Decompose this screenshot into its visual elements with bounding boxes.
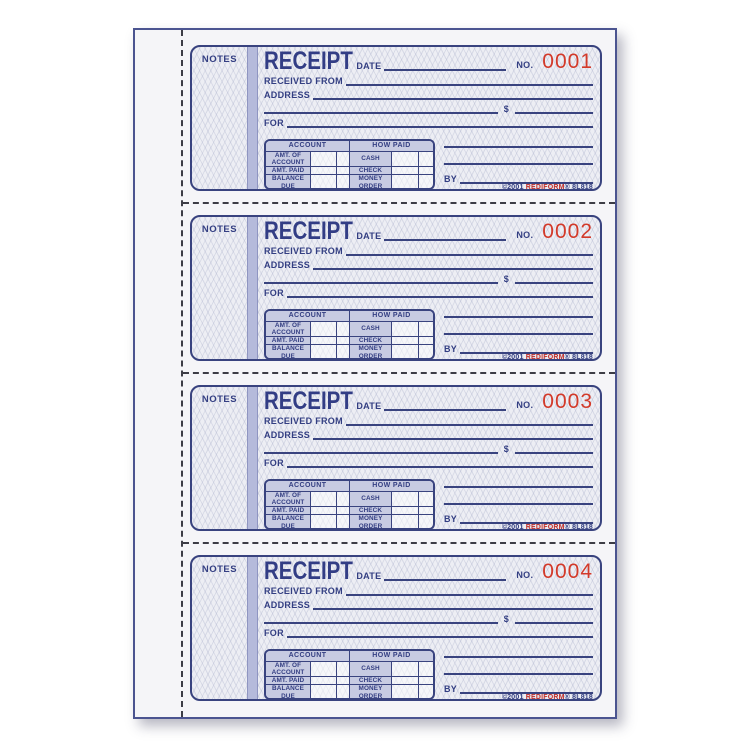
right-column bbox=[444, 309, 593, 361]
amt-of-account-label: AMT. OF ACCOUNT bbox=[266, 322, 311, 337]
imprint bbox=[444, 184, 593, 191]
amount-row bbox=[264, 610, 593, 624]
for-row bbox=[264, 454, 593, 468]
extra-line-2[interactable] bbox=[444, 503, 593, 505]
amt-paid-cents-cell[interactable] bbox=[337, 677, 350, 685]
date-label: DATE bbox=[356, 571, 382, 581]
amount-words-line[interactable] bbox=[264, 270, 498, 284]
money-order-label: MONEY ORDER bbox=[350, 175, 392, 189]
account-header: ACCOUNT bbox=[266, 311, 350, 322]
for-label: FOR bbox=[264, 627, 284, 638]
right-column bbox=[444, 649, 593, 701]
model-number: ® 8L818 bbox=[564, 523, 593, 531]
received-from-line[interactable] bbox=[346, 412, 593, 426]
title-row bbox=[264, 217, 593, 245]
amt-of-account-cents-cell[interactable] bbox=[337, 322, 350, 337]
received-from-line[interactable] bbox=[346, 72, 593, 86]
cash-cents-cell[interactable] bbox=[419, 662, 433, 677]
cash-cell[interactable] bbox=[392, 152, 419, 167]
balance-due-cents-cell[interactable] bbox=[337, 515, 350, 529]
check-label: CHECK bbox=[350, 167, 392, 175]
receipt-main bbox=[258, 47, 600, 189]
check-label: CHECK bbox=[350, 337, 392, 345]
extra-line-1[interactable] bbox=[444, 656, 593, 658]
by-row bbox=[444, 683, 593, 694]
balance-due-cell[interactable] bbox=[311, 685, 337, 699]
check-cell[interactable] bbox=[392, 167, 419, 175]
receipt-form bbox=[190, 385, 602, 531]
amt-paid-label: AMT. PAID bbox=[266, 507, 311, 515]
received-from-line[interactable] bbox=[346, 582, 593, 596]
binding-strip bbox=[247, 557, 258, 699]
date-group bbox=[356, 51, 506, 71]
balance-due-cell[interactable] bbox=[311, 175, 337, 189]
copyright-text: ©2001 bbox=[501, 183, 524, 191]
account-header: ACCOUNT bbox=[266, 141, 350, 152]
amount-figures-line[interactable] bbox=[515, 270, 593, 284]
address-label: ADDRESS bbox=[264, 259, 311, 270]
money-order-cell[interactable] bbox=[392, 685, 419, 699]
by-row bbox=[444, 343, 593, 354]
date-label: DATE bbox=[356, 61, 382, 71]
address-label: ADDRESS bbox=[264, 429, 311, 440]
amt-of-account-cents-cell[interactable] bbox=[337, 492, 350, 507]
cash-label: CASH bbox=[350, 492, 392, 507]
amt-of-account-cents-cell[interactable] bbox=[337, 152, 350, 167]
check-cell[interactable] bbox=[392, 507, 419, 515]
amt-paid-cents-cell[interactable] bbox=[337, 337, 350, 345]
amt-paid-cents-cell[interactable] bbox=[337, 507, 350, 515]
notes-label: NOTES bbox=[201, 394, 238, 405]
amt-paid-label: AMT. PAID bbox=[266, 337, 311, 345]
address-line[interactable] bbox=[313, 426, 593, 440]
amount-words-line[interactable] bbox=[264, 100, 498, 114]
check-label: CHECK bbox=[350, 677, 392, 685]
dollar-sign: $ bbox=[503, 103, 510, 114]
amt-of-account-cell[interactable] bbox=[311, 662, 337, 677]
check-cents-cell[interactable] bbox=[419, 167, 433, 175]
receipt-title: RECEIPT bbox=[264, 387, 353, 415]
dollar-sign: $ bbox=[503, 273, 510, 284]
address-row bbox=[264, 256, 593, 270]
how-paid-header: HOW PAID bbox=[350, 481, 433, 492]
address-row bbox=[264, 86, 593, 100]
check-cents-cell[interactable] bbox=[419, 337, 433, 345]
date-line[interactable] bbox=[384, 397, 506, 411]
receipt-slot bbox=[190, 45, 602, 191]
amount-words-line[interactable] bbox=[264, 440, 498, 454]
amt-paid-label: AMT. PAID bbox=[266, 167, 311, 175]
received-from-label: RECEIVED FROM bbox=[264, 415, 343, 426]
address-label: ADDRESS bbox=[264, 599, 311, 610]
money-order-cell[interactable] bbox=[392, 175, 419, 189]
check-cell[interactable] bbox=[392, 677, 419, 685]
amount-row bbox=[264, 100, 593, 114]
right-column bbox=[444, 479, 593, 531]
title-row bbox=[264, 47, 593, 75]
check-cents-cell[interactable] bbox=[419, 677, 433, 685]
cash-cell[interactable] bbox=[392, 662, 419, 677]
receipt-slot bbox=[190, 555, 602, 701]
received-from-label: RECEIVED FROM bbox=[264, 75, 343, 86]
amt-paid-label: AMT. PAID bbox=[266, 677, 311, 685]
money-order-cents-cell[interactable] bbox=[419, 175, 433, 189]
receipt-form bbox=[190, 555, 602, 701]
model-number: ® 8L818 bbox=[564, 353, 593, 361]
copyright-text: ©2001 bbox=[501, 523, 524, 531]
for-line[interactable] bbox=[287, 624, 593, 638]
receipt-main bbox=[258, 387, 600, 529]
notes-column[interactable] bbox=[192, 557, 247, 699]
by-line[interactable] bbox=[460, 510, 593, 524]
how-paid-header: HOW PAID bbox=[350, 141, 433, 152]
brand-name: REDIFORM bbox=[525, 183, 565, 191]
model-number: ® 8L818 bbox=[564, 183, 593, 191]
account-header: ACCOUNT bbox=[266, 481, 350, 492]
receipt-slot bbox=[190, 215, 602, 361]
date-group bbox=[356, 391, 506, 411]
for-row bbox=[264, 114, 593, 128]
check-cents-cell[interactable] bbox=[419, 507, 433, 515]
balance-due-cents-cell[interactable] bbox=[337, 175, 350, 189]
cash-cell[interactable] bbox=[392, 492, 419, 507]
for-row bbox=[264, 284, 593, 298]
cash-label: CASH bbox=[350, 152, 392, 167]
balance-due-cents-cell[interactable] bbox=[337, 685, 350, 699]
amt-of-account-cents-cell[interactable] bbox=[337, 662, 350, 677]
receipt-book-page bbox=[133, 28, 617, 719]
payment-table bbox=[264, 139, 435, 190]
balance-due-cell[interactable] bbox=[311, 345, 337, 359]
cash-label: CASH bbox=[350, 322, 392, 337]
number-label: NO. bbox=[516, 230, 534, 240]
by-line[interactable] bbox=[460, 170, 593, 184]
date-line[interactable] bbox=[384, 57, 506, 71]
amt-paid-cell[interactable] bbox=[311, 167, 337, 175]
amt-of-account-cell[interactable] bbox=[311, 322, 337, 337]
imprint bbox=[444, 524, 593, 531]
cash-cell[interactable] bbox=[392, 322, 419, 337]
receipt-number: 0003 bbox=[542, 390, 593, 413]
for-line[interactable] bbox=[287, 454, 593, 468]
amount-figures-line[interactable] bbox=[515, 610, 593, 624]
bottom-section bbox=[264, 309, 593, 361]
by-label: BY bbox=[444, 513, 458, 524]
number-label: NO. bbox=[516, 570, 534, 580]
by-label: BY bbox=[444, 683, 458, 694]
extra-line-1[interactable] bbox=[444, 486, 593, 488]
balance-due-label: BALANCE DUE bbox=[266, 345, 311, 359]
receipt-title: RECEIPT bbox=[264, 557, 353, 585]
address-line[interactable] bbox=[313, 86, 593, 100]
amt-of-account-cell[interactable] bbox=[311, 492, 337, 507]
title-row bbox=[264, 387, 593, 415]
how-paid-header: HOW PAID bbox=[350, 651, 433, 662]
right-column bbox=[444, 139, 593, 191]
check-label: CHECK bbox=[350, 507, 392, 515]
cash-label: CASH bbox=[350, 662, 392, 677]
received-from-line[interactable] bbox=[346, 242, 593, 256]
brand-name: REDIFORM bbox=[525, 353, 565, 361]
amt-of-account-label: AMT. OF ACCOUNT bbox=[266, 152, 311, 167]
address-label: ADDRESS bbox=[264, 89, 311, 100]
for-label: FOR bbox=[264, 287, 284, 298]
receipt-form bbox=[190, 45, 602, 191]
number-group bbox=[516, 221, 593, 242]
copyright-text: ©2001 bbox=[501, 693, 524, 701]
by-line[interactable] bbox=[460, 340, 593, 354]
amt-paid-cents-cell[interactable] bbox=[337, 167, 350, 175]
extra-line-2[interactable] bbox=[444, 333, 593, 335]
address-row bbox=[264, 426, 593, 440]
account-header: ACCOUNT bbox=[266, 651, 350, 662]
date-label: DATE bbox=[356, 231, 382, 241]
balance-due-cents-cell[interactable] bbox=[337, 345, 350, 359]
number-group bbox=[516, 391, 593, 412]
imprint bbox=[444, 694, 593, 701]
balance-due-label: BALANCE DUE bbox=[266, 515, 311, 529]
bottom-section bbox=[264, 139, 593, 191]
receipt-title: RECEIPT bbox=[264, 217, 353, 245]
payment-table bbox=[264, 309, 435, 360]
brand-name: REDIFORM bbox=[525, 693, 565, 701]
receipt-number: 0001 bbox=[542, 50, 593, 73]
date-line[interactable] bbox=[384, 227, 506, 241]
extra-line-2[interactable] bbox=[444, 163, 593, 165]
check-cell[interactable] bbox=[392, 337, 419, 345]
by-label: BY bbox=[444, 343, 458, 354]
number-label: NO. bbox=[516, 400, 534, 410]
copyright-text: ©2001 bbox=[501, 353, 524, 361]
amount-row bbox=[264, 270, 593, 284]
payment-table bbox=[264, 649, 435, 700]
by-label: BY bbox=[444, 173, 458, 184]
receipt-form bbox=[190, 215, 602, 361]
notes-column[interactable] bbox=[192, 387, 247, 529]
for-label: FOR bbox=[264, 117, 284, 128]
receipts-stack bbox=[190, 45, 602, 725]
received-from-label: RECEIVED FROM bbox=[264, 245, 343, 256]
by-row bbox=[444, 173, 593, 184]
receipt-main bbox=[258, 217, 600, 359]
address-line[interactable] bbox=[313, 256, 593, 270]
address-row bbox=[264, 596, 593, 610]
number-label: NO. bbox=[516, 60, 534, 70]
dollar-sign: $ bbox=[503, 443, 510, 454]
how-paid-header: HOW PAID bbox=[350, 311, 433, 322]
binding-strip bbox=[247, 217, 258, 359]
title-row bbox=[264, 557, 593, 585]
amt-paid-cell[interactable] bbox=[311, 677, 337, 685]
notes-label: NOTES bbox=[201, 224, 238, 235]
amount-figures-line[interactable] bbox=[515, 440, 593, 454]
balance-due-cell[interactable] bbox=[311, 515, 337, 529]
date-label: DATE bbox=[356, 401, 382, 411]
money-order-label: MONEY ORDER bbox=[350, 515, 392, 529]
amount-words-line[interactable] bbox=[264, 610, 498, 624]
notes-label: NOTES bbox=[201, 564, 238, 575]
received-from-label: RECEIVED FROM bbox=[264, 585, 343, 596]
bottom-section bbox=[264, 649, 593, 701]
notes-column[interactable] bbox=[192, 217, 247, 359]
number-group bbox=[516, 51, 593, 72]
extra-line-1[interactable] bbox=[444, 146, 593, 148]
receipt-number: 0004 bbox=[542, 560, 593, 583]
amt-of-account-cell[interactable] bbox=[311, 152, 337, 167]
amt-paid-cell[interactable] bbox=[311, 507, 337, 515]
imprint bbox=[444, 354, 593, 361]
balance-due-label: BALANCE DUE bbox=[266, 175, 311, 189]
number-group bbox=[516, 561, 593, 582]
amt-of-account-label: AMT. OF ACCOUNT bbox=[266, 662, 311, 677]
money-order-label: MONEY ORDER bbox=[350, 685, 392, 699]
receipt-slot bbox=[190, 385, 602, 531]
binding-strip bbox=[247, 47, 258, 189]
for-line[interactable] bbox=[287, 284, 593, 298]
notes-label: NOTES bbox=[201, 54, 238, 65]
cash-cents-cell[interactable] bbox=[419, 322, 433, 337]
money-order-cell[interactable] bbox=[392, 515, 419, 529]
amt-of-account-label: AMT. OF ACCOUNT bbox=[266, 492, 311, 507]
amt-paid-cell[interactable] bbox=[311, 337, 337, 345]
extra-line-1[interactable] bbox=[444, 316, 593, 318]
cash-cents-cell[interactable] bbox=[419, 492, 433, 507]
date-group bbox=[356, 221, 506, 241]
money-order-cents-cell[interactable] bbox=[419, 515, 433, 529]
money-order-cents-cell[interactable] bbox=[419, 345, 433, 359]
address-line[interactable] bbox=[313, 596, 593, 610]
by-line[interactable] bbox=[460, 680, 593, 694]
amount-figures-line[interactable] bbox=[515, 100, 593, 114]
balance-due-label: BALANCE DUE bbox=[266, 685, 311, 699]
money-order-label: MONEY ORDER bbox=[350, 345, 392, 359]
amount-row bbox=[264, 440, 593, 454]
binding-strip bbox=[247, 387, 258, 529]
by-row bbox=[444, 513, 593, 524]
for-row bbox=[264, 624, 593, 638]
for-label: FOR bbox=[264, 457, 284, 468]
receipt-main bbox=[258, 557, 600, 699]
notes-column[interactable] bbox=[192, 47, 247, 189]
payment-table bbox=[264, 479, 435, 530]
receipt-title: RECEIPT bbox=[264, 47, 353, 75]
date-group bbox=[356, 561, 506, 581]
receipt-number: 0002 bbox=[542, 220, 593, 243]
money-order-cell[interactable] bbox=[392, 345, 419, 359]
date-line[interactable] bbox=[384, 567, 506, 581]
for-line[interactable] bbox=[287, 114, 593, 128]
cash-cents-cell[interactable] bbox=[419, 152, 433, 167]
model-number: ® 8L818 bbox=[564, 693, 593, 701]
bottom-section bbox=[264, 479, 593, 531]
money-order-cents-cell[interactable] bbox=[419, 685, 433, 699]
extra-line-2[interactable] bbox=[444, 673, 593, 675]
brand-name: REDIFORM bbox=[525, 523, 565, 531]
dollar-sign: $ bbox=[503, 613, 510, 624]
